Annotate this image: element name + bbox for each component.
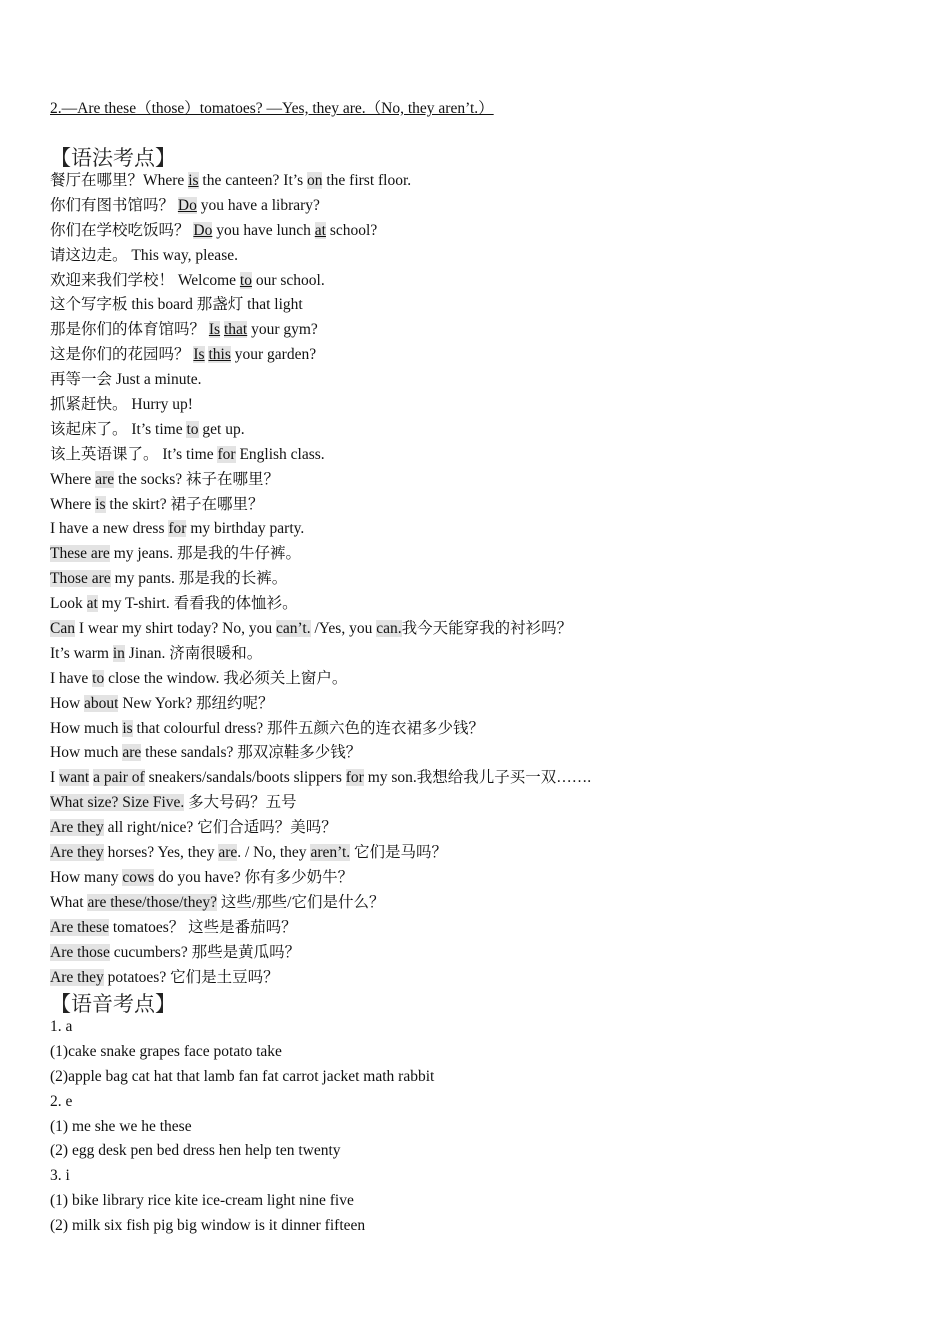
highlighted-word: are: [95, 470, 115, 488]
line-text: Look: [50, 595, 87, 613]
grammar-line: [50, 517, 920, 542]
grammar-line: [50, 667, 920, 692]
highlighted-word: are: [218, 844, 238, 862]
phonics-line: 1. a: [50, 1018, 73, 1035]
line-text: 那是你们的体育馆吗？: [50, 321, 209, 339]
line-text: you have a library?: [196, 196, 320, 214]
grammar-line: [50, 493, 920, 518]
highlighted-word: this: [208, 346, 231, 364]
grammar-line: [50, 592, 920, 617]
line-text: 欢迎来我们学校！ Welcome: [50, 271, 240, 289]
highlighted-word: are: [122, 744, 142, 762]
line-text: How: [50, 694, 85, 712]
line-text: my pants. 那是我的长裤。: [110, 570, 288, 588]
grammar-line: [50, 841, 920, 866]
highlighted-word: Are they: [50, 819, 104, 837]
grammar-heading: 【语法考点】: [50, 146, 176, 170]
grammar-line: [50, 293, 920, 318]
grammar-line: [50, 468, 920, 493]
highlighted-word: a pair of: [93, 769, 145, 787]
grammar-line: [50, 244, 920, 269]
highlighted-word: at: [314, 221, 326, 239]
highlighted-word: to: [239, 271, 252, 289]
highlighted-word: aren’t.: [310, 844, 351, 862]
line-text: our school.: [251, 271, 325, 289]
line-text: the skirt? 裙子在哪里？: [105, 495, 264, 513]
highlighted-word: for: [168, 520, 187, 538]
line-text: my son.我想给我儿子买一双…….: [363, 769, 592, 787]
line-text: my birthday party.: [186, 520, 305, 538]
line-text: I: [50, 769, 60, 787]
line-text: your garden?: [230, 346, 317, 364]
line-text: It’s warm: [50, 644, 113, 662]
line-text: my jeans. 那是我的牛仔裤。: [109, 545, 301, 563]
example-sentence: 2.—Are these（those）tomatoes? —Yes, they are.（No, they aren’t.）: [50, 100, 494, 117]
grammar-line: [50, 617, 920, 642]
grammar-line: [50, 891, 920, 916]
grammar-line: [50, 194, 920, 219]
highlighted-word: about: [84, 694, 119, 712]
grammar-line: [50, 816, 920, 841]
line-text: 餐厅在哪里？Where: [50, 172, 189, 189]
line-text: I have a new dress: [50, 520, 169, 538]
phonics-heading: 【语音考点】: [50, 992, 176, 1016]
grammar-line: [50, 642, 920, 667]
line-text: 多大号码？五号: [184, 794, 297, 812]
highlighted-word: can.: [376, 620, 402, 638]
line-text: school?: [325, 221, 378, 239]
highlighted-word: want: [59, 769, 90, 787]
line-text: the canteen? It’s: [198, 172, 307, 189]
line-text: 我今天能穿我的衬衫吗？: [401, 620, 573, 638]
line-text: 你们有图书馆吗？: [50, 196, 178, 214]
line-text: cucumbers? 那些是黄瓜吗？: [109, 943, 301, 961]
grammar-line: [50, 542, 920, 567]
line-text: 这是你们的花园吗？: [50, 346, 194, 364]
line-text: that colourful dress? 那件五颜六色的连衣裙多少钱？: [132, 719, 484, 737]
highlighted-word: is: [188, 172, 199, 189]
highlighted-word: to: [92, 669, 105, 687]
line-text: Jinan. 济南很暖和。: [124, 644, 263, 662]
line-text: 请这边走。 This way, please.: [50, 246, 238, 264]
grammar-line: [50, 443, 920, 468]
highlighted-word: Are they: [50, 968, 104, 986]
line-text: get up.: [198, 420, 245, 438]
line-text: these sandals? 那双凉鞋多少钱？: [141, 744, 362, 762]
highlighted-word: on: [306, 172, 323, 189]
highlighted-word: Is: [208, 321, 221, 339]
highlighted-word: Are those: [50, 943, 110, 961]
grammar-line: [50, 741, 920, 766]
line-text: Where: [50, 495, 96, 513]
phonics-line: (2) egg desk pen bed dress hen help ten twenty: [50, 1142, 341, 1160]
line-text: English class.: [235, 445, 325, 463]
phonics-line: 3. i: [50, 1167, 70, 1185]
line-text: 这些/那些/它们是什么？: [217, 893, 385, 911]
highlighted-word: in: [112, 644, 125, 662]
line-text: . / No, they: [237, 844, 311, 862]
grammar-line: [50, 219, 920, 244]
grammar-line: [50, 866, 920, 891]
line-text: 该起床了。 It’s time: [50, 420, 187, 438]
line-text: your gym?: [247, 321, 318, 339]
line-text: How many: [50, 868, 123, 886]
line-text: I have: [50, 669, 93, 687]
line-text: I wear my shirt today? No, you: [74, 620, 276, 638]
highlighted-word: cows: [122, 868, 155, 886]
grammar-line: [50, 418, 920, 443]
phonics-line: 2. e: [50, 1092, 73, 1110]
highlighted-word: is: [95, 495, 106, 513]
line-text: you have lunch: [212, 221, 315, 239]
grammar-line: [50, 717, 920, 742]
phonics-line: (2)apple bag cat hat that lamb fan fat carrot jacket math rabbit: [50, 1067, 435, 1085]
line-text: /Yes, you: [310, 620, 377, 638]
line-text: horses? Yes, they: [103, 844, 219, 862]
phonics-line: (1)cake snake grapes face potato take: [50, 1042, 282, 1060]
line-text: my T-shirt. 看看我的体恤衫。: [97, 595, 298, 613]
line-text: Where: [50, 470, 96, 488]
grammar-line: [50, 791, 920, 816]
highlighted-word: Are they: [50, 844, 104, 862]
line-text: How much: [50, 744, 123, 762]
grammar-line: [50, 368, 920, 393]
highlighted-word: What size? Size Five.: [50, 794, 185, 812]
highlighted-word: can’t.: [276, 620, 311, 638]
grammar-points-list: [50, 169, 920, 990]
highlighted-word: Can: [50, 620, 75, 638]
line-text: 抓紧赶快。 Hurry up!: [50, 396, 193, 414]
line-text: the socks? 袜子在哪里？: [114, 470, 279, 488]
highlighted-word: Is: [193, 346, 205, 364]
grammar-line: [50, 169, 920, 194]
line-text: 你们在学校吃饭吗？: [50, 221, 194, 239]
line-text: do you have? 你有多少奶牛？: [154, 868, 354, 886]
highlighted-word: Those are: [50, 570, 111, 588]
phonics-line: (1) bike library rice kite ice-cream light nine five: [50, 1192, 354, 1210]
line-text: What: [50, 893, 88, 911]
highlighted-word: at: [86, 595, 98, 613]
grammar-line: [50, 941, 920, 966]
line-text: How much: [50, 719, 123, 737]
line-text: all right/nice? 它们合适吗？美吗？: [103, 819, 337, 837]
grammar-line: [50, 966, 920, 991]
grammar-line: [50, 269, 920, 294]
highlighted-word: Do: [193, 221, 213, 239]
phonics-points-list: [50, 1015, 920, 1239]
grammar-line: [50, 692, 920, 717]
highlighted-word: that: [223, 321, 248, 339]
highlighted-word: Do: [177, 196, 197, 214]
line-text: 它们是马吗？: [350, 844, 448, 862]
line-text: close the window. 我必须关上窗户。: [104, 669, 348, 687]
grammar-line: [50, 567, 920, 592]
line-text: the first floor.: [322, 172, 412, 189]
line-text: potatoes? 它们是土豆吗？: [103, 968, 279, 986]
highlighted-word: for: [217, 445, 236, 463]
line-text: sneakers/sandals/boots slippers: [144, 769, 346, 787]
grammar-line: [50, 916, 920, 941]
line-text: 再等一会 Just a minute.: [50, 371, 202, 389]
grammar-line: [50, 318, 920, 343]
line-text: New York? 那纽约呢？: [118, 694, 274, 712]
grammar-line: [50, 343, 920, 368]
grammar-line: [50, 766, 920, 791]
highlighted-word: to: [186, 420, 199, 438]
highlighted-word: These are: [50, 545, 110, 563]
highlighted-word: for: [345, 769, 364, 787]
highlighted-word: are these/those/they?: [87, 893, 217, 911]
line-text: 这个写字板 this board 那盏灯 that light: [50, 296, 303, 314]
line-text: 该上英语课了。 It’s time: [50, 445, 218, 463]
grammar-line: [50, 393, 920, 418]
highlighted-word: is: [122, 719, 133, 737]
highlighted-word: Are these: [50, 918, 109, 936]
phonics-line: (2) milk six fish pig big window is it dinner fifteen: [50, 1217, 366, 1235]
phonics-line: (1) me she we he these: [50, 1117, 192, 1135]
line-text: tomatoes？ 这些是番茄吗？: [108, 918, 297, 936]
